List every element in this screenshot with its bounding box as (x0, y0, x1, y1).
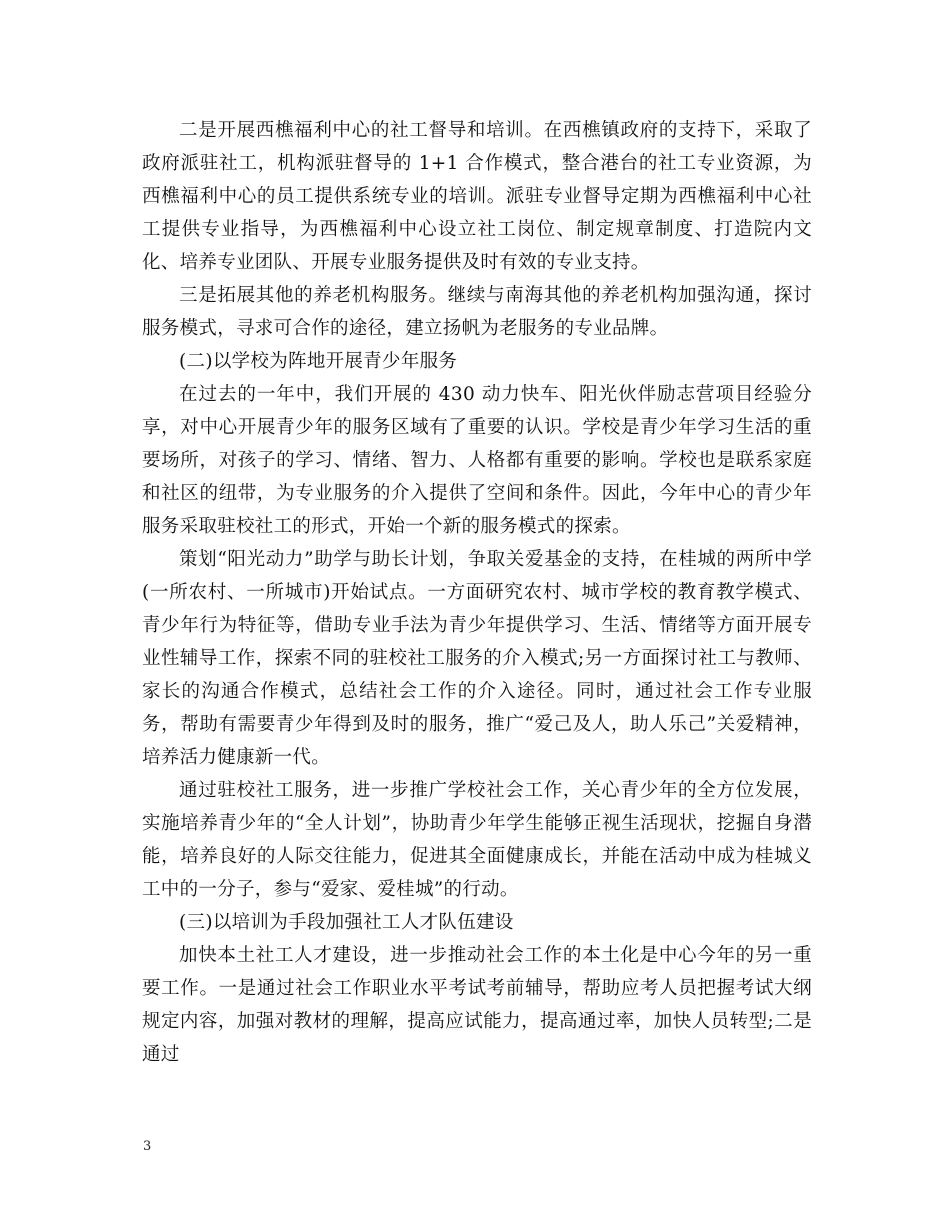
document-body (142, 114, 812, 1071)
page-number: 3 (143, 1139, 152, 1154)
paragraph-local-talent: 加快本土社工人才建设，进一步推动社会工作的本土化是中心今年的另一重要工作。一是通过社会工作职业水平考试考前辅导，帮助应考人员把握考试大纲规定内容，加强对教材的理解，提高应试能力，提高通过率，加快人员转型;二是通过 (142, 945, 812, 1065)
section-heading-youth-services: (二)以学校为阵地开展青少年服务 (179, 351, 458, 372)
paragraph-elderly-services: 三是拓展其他的养老机构服务。继续与南海其他的养老机构加强沟通，探讨服务模式，寻求可合作的途径，建立扬帆为老服务的专业品牌。 (142, 285, 812, 339)
paragraph-past-year-review: 在过去的一年中，我们开展的 430 动力快车、阳光伙伴励志营项目经验分享，对中心开展青少年的服务区域有了重要的认识。学校是青少年学习生活的重要场所，对孩子的学习、情绪、智力、人格都有重要的影响。学校也是联系家庭和社区的纽带，为专业服务的介入提供了空间和条件。因此，今年中心的青少年服务采取驻校社工的形式，开始一个新的服务模式的探索。 (142, 384, 812, 537)
paragraph-sunshine-program: 策划“阳光动力”助学与助长计划，争取关爱基金的支持，在桂城的两所中学(一所农村、一所城市)开始试点。一方面研究农村、城市学校的教育教学模式、青少年行为特征等，借助专业手法为青少年提供学习、生活、情绪等方面开展专业性辅导工作，探索不同的驻校社工服务的介入模式;另一方面探讨社工与教师、家长的沟通合作模式，总结社会工作的介入途径。同时，通过社会工作专业服务，帮助有需要青少年得到及时的服务，推广“爱己及人，助人乐己”关爱精神，培养活力健康新一代。 (142, 549, 812, 768)
section-heading-talent-training: (三)以培训为手段加强社工人才队伍建设 (179, 912, 514, 933)
paragraph-supervision-training: 二是开展西樵福利中心的社工督导和培训。在西樵镇政府的支持下，采取了政府派驻社工，机构派驻督导的 1+1 合作模式，整合港台的社工专业资源，为西樵福利中心的员工提供系统专业的培训。派驻专业督导定期为西樵福利中心社工提供专业指导，为西樵福利中心设立社工岗位、制定规章制度、打造院内文化、培养专业团队、开展专业服务提供及时有效的专业支持。 (142, 120, 812, 273)
paragraph-school-social-work: 通过驻校社工服务，进一步推广学校社会工作，关心青少年的全方位发展，实施培养青少年的“全人计划”，协助青少年学生能够正视生活现状，挖掘自身潜能，培养良好的人际交往能力，促进其全面健康成长，并能在活动中成为桂城义工中的一分子，参与“爱家、爱桂城”的行动。 (142, 780, 812, 900)
